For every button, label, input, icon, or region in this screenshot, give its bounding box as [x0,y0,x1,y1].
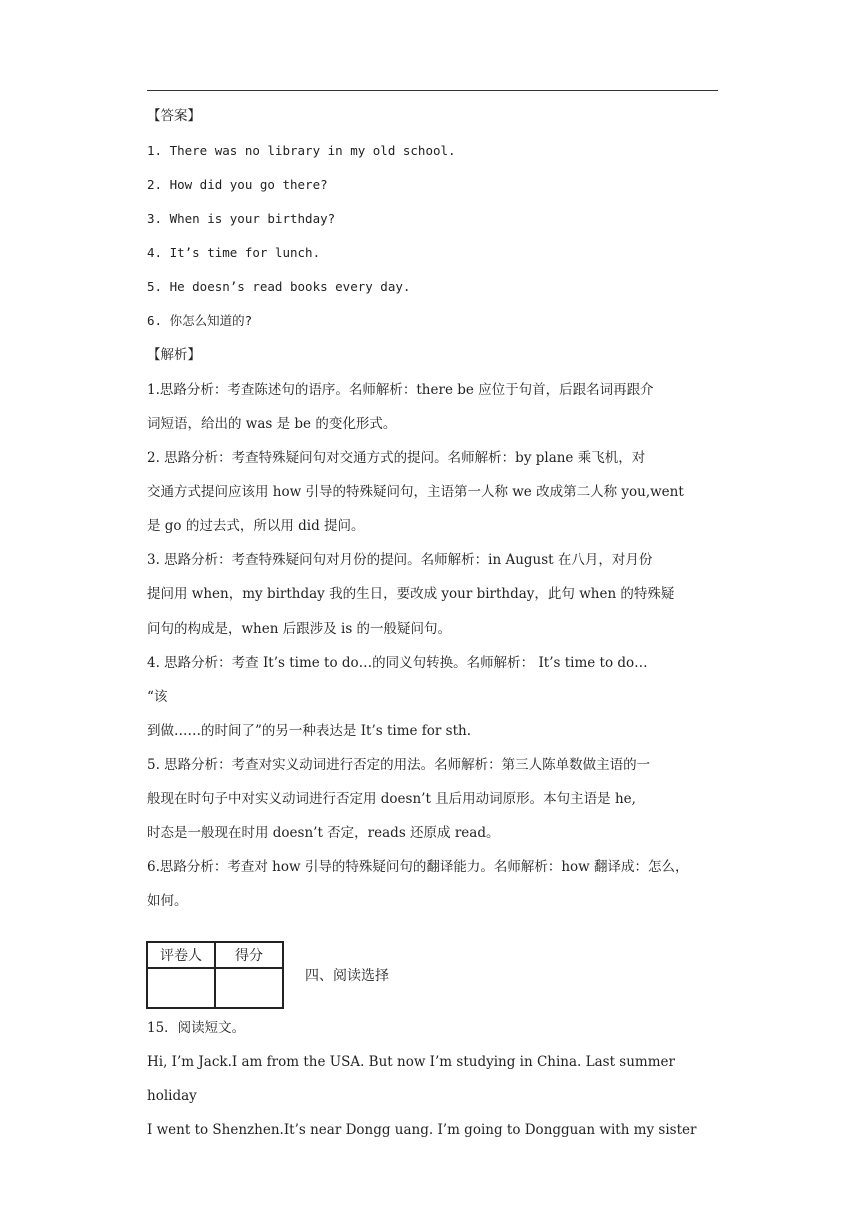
score-table [146,941,284,1009]
analysis-line: 到做……的时间了”的另一种表达是 It’s time for sth. [147,723,471,739]
analysis-line: “该 [147,689,168,705]
grader-header: 评卷人 [147,942,215,968]
analysis-line: 问句的构成是，when 后跟涉及 is 的一般疑问句。 [147,621,452,637]
score-cell [215,968,283,1008]
analysis-line: 词短语，给出的 was 是 be 的变化形式。 [147,416,397,432]
section-title: 四、阅读选择 [305,968,389,984]
answer-line-3: 3. When is your birthday? [147,211,336,226]
analysis-line: 6.思路分析：考查对 how 引导的特殊疑问句的翻译能力。名师解析：how 翻译成：怎么， [147,859,689,875]
answer-line-5: 5. He doesn’s read books every day. [147,279,411,294]
analysis-line: 如何。 [147,893,188,909]
analysis-line: 时态是一般现在时用 doesn’t 否定，reads 还原成 read。 [147,825,500,841]
passage-line: I went to Shenzhen.It’s near Dongg uang. I’m going to Dongguan with my sister [147,1122,697,1138]
analysis-line: 4. 思路分析：考查 It’s time to do…的同义句转换。名师解析： It’s time to do… [147,655,648,671]
passage-line: holiday [147,1088,197,1104]
score-header: 得分 [215,942,283,968]
passage-line: Hi, I’m Jack.I am from the USA. But now I’m studying in China. Last summer [147,1054,675,1070]
analysis-line: 是 go 的过去式，所以用 did 提问。 [147,518,365,534]
question-line: 15．阅读短文。 [147,1020,246,1036]
analysis-line: 交通方式提问应该用 how 引导的特殊疑问句，主语第一人称 we 改成第二人称 you,went [147,484,684,500]
answer-line-4: 4. It’s time for lunch. [147,245,321,260]
answer-header: 【答案】 [147,108,201,124]
analysis-line: 提问用 when，my birthday 我的生日，要改成 your birthday，此句 when 的特殊疑 [147,586,675,602]
analysis-line: 2. 思路分析：考查特殊疑问句对交通方式的提问。名师解析：by plane 乘飞机，对 [147,450,646,466]
header-rule [147,90,718,91]
analysis-line: 5. 思路分析：考查对实义动词进行否定的用法。名师解析：第三人陈单数做主语的一 [147,757,651,773]
grader-cell [147,968,215,1008]
answer-line-1: 1. There was no library in my old school. [147,143,456,158]
analysis-line: 般现在时句子中对实义动词进行否定用 doesn’t 且后用动词原形。本句主语是 he, [147,791,636,807]
analysis-line: 1.思路分析：考查陈述句的语序。名师解析：there be 应位于句首，后跟名词再跟介 [147,382,654,398]
answer-line-2: 2. How did you go there? [147,177,328,192]
analysis-header: 【解析】 [147,347,201,363]
analysis-line: 3. 思路分析：考查特殊疑问句对月份的提问。名师解析：in August 在八月，对月份 [147,552,653,568]
answer-line-6: 6. 你怎么知道的? [147,313,253,328]
